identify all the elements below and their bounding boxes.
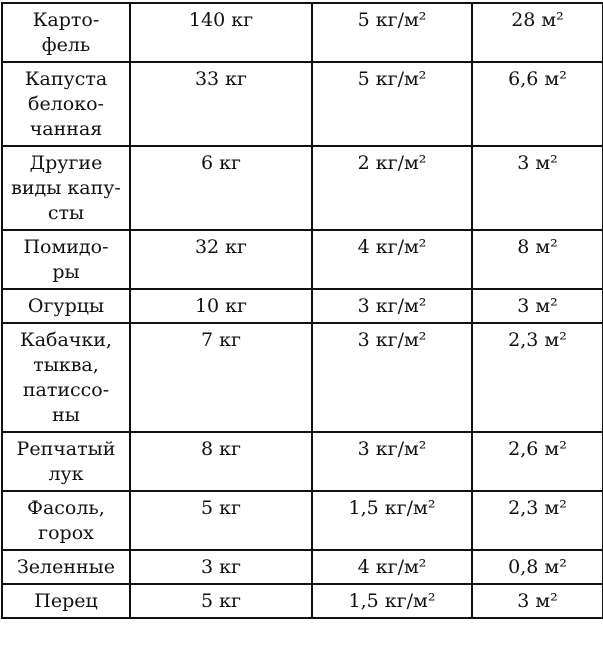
area-cell: 2,3 м² bbox=[472, 491, 603, 550]
norm-cell: 3 кг/м² bbox=[312, 323, 472, 432]
vegetable-table bbox=[1, 2, 603, 619]
table-row bbox=[2, 323, 603, 432]
norm-cell: 1,5 кг/м² bbox=[312, 584, 472, 618]
area-cell: 0,8 м² bbox=[472, 550, 603, 584]
crop-cell: Репчатый лук bbox=[2, 432, 130, 491]
table-row bbox=[2, 146, 603, 230]
yield-cell: 33 кг bbox=[130, 62, 312, 146]
crop-cell: Помидо- ры bbox=[2, 230, 130, 289]
norm-cell: 5 кг/м² bbox=[312, 3, 472, 62]
table-row bbox=[2, 432, 603, 491]
table-body bbox=[2, 3, 603, 618]
yield-cell: 5 кг bbox=[130, 584, 312, 618]
table-row bbox=[2, 230, 603, 289]
norm-cell: 2 кг/м² bbox=[312, 146, 472, 230]
area-cell: 8 м² bbox=[472, 230, 603, 289]
table-row bbox=[2, 3, 603, 62]
crop-cell: Зеленные bbox=[2, 550, 130, 584]
norm-cell: 3 кг/м² bbox=[312, 289, 472, 323]
area-cell: 3 м² bbox=[472, 584, 603, 618]
area-cell: 3 м² bbox=[472, 146, 603, 230]
area-cell: 2,3 м² bbox=[472, 323, 603, 432]
crop-cell: Огурцы bbox=[2, 289, 130, 323]
crop-cell: Другие виды капу- сты bbox=[2, 146, 130, 230]
norm-cell: 3 кг/м² bbox=[312, 432, 472, 491]
norm-cell: 1,5 кг/м² bbox=[312, 491, 472, 550]
norm-cell: 4 кг/м² bbox=[312, 550, 472, 584]
table-row bbox=[2, 62, 603, 146]
yield-cell: 32 кг bbox=[130, 230, 312, 289]
yield-cell: 3 кг bbox=[130, 550, 312, 584]
area-cell: 28 м² bbox=[472, 3, 603, 62]
table-row bbox=[2, 584, 603, 618]
table-row bbox=[2, 550, 603, 584]
crop-cell: Капуста белоко- чанная bbox=[2, 62, 130, 146]
yield-cell: 10 кг bbox=[130, 289, 312, 323]
crop-cell: Перец bbox=[2, 584, 130, 618]
yield-cell: 140 кг bbox=[130, 3, 312, 62]
table-row bbox=[2, 491, 603, 550]
crop-cell: Фасоль, горох bbox=[2, 491, 130, 550]
norm-cell: 4 кг/м² bbox=[312, 230, 472, 289]
area-cell: 3 м² bbox=[472, 289, 603, 323]
table-row bbox=[2, 289, 603, 323]
yield-cell: 5 кг bbox=[130, 491, 312, 550]
yield-cell: 8 кг bbox=[130, 432, 312, 491]
crop-cell: Карто- фель bbox=[2, 3, 130, 62]
crop-cell: Кабачки, тыква, патиссо- ны bbox=[2, 323, 130, 432]
area-cell: 2,6 м² bbox=[472, 432, 603, 491]
area-cell: 6,6 м² bbox=[472, 62, 603, 146]
yield-cell: 7 кг bbox=[130, 323, 312, 432]
norm-cell: 5 кг/м² bbox=[312, 62, 472, 146]
yield-cell: 6 кг bbox=[130, 146, 312, 230]
